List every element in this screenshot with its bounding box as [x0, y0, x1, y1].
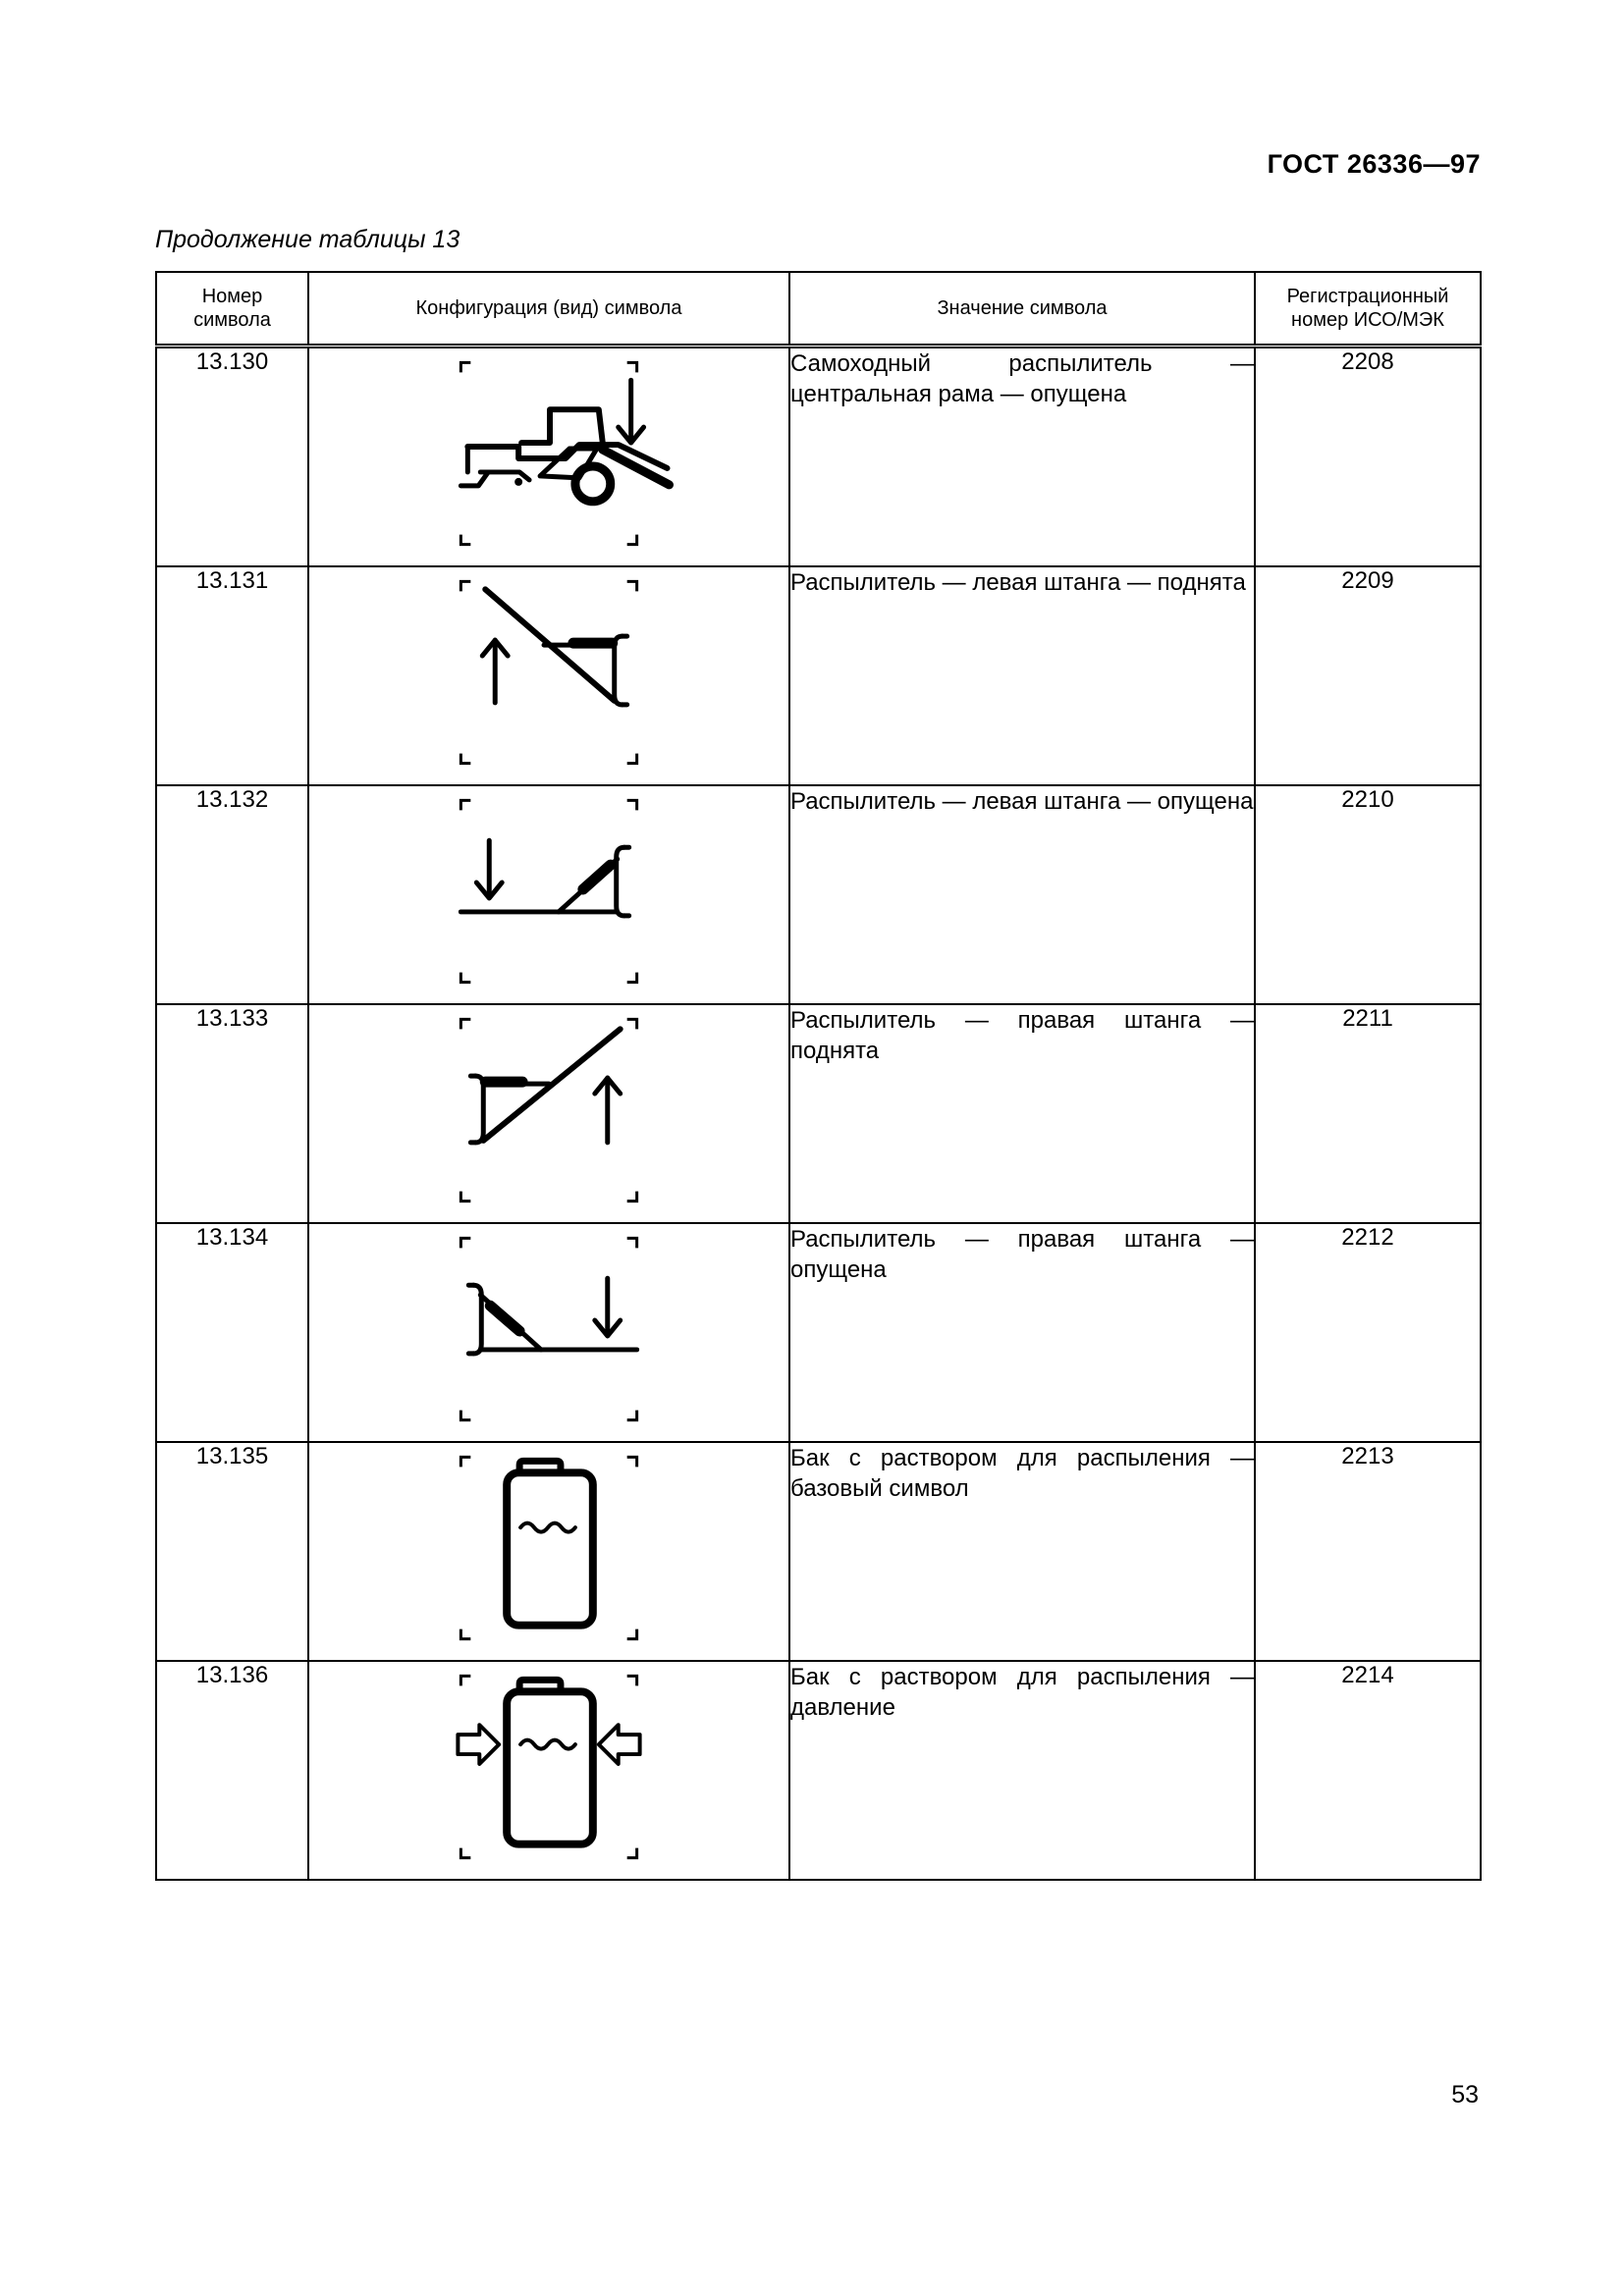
- column-header-registration: Регистрационный номер ИСО/МЭК: [1255, 272, 1481, 347]
- table-row: [156, 1004, 1481, 1223]
- table-row: [156, 347, 1481, 567]
- table-caption: Продолжение таблицы 13: [155, 226, 460, 253]
- table-row: [156, 566, 1481, 785]
- registration-number: 2208: [1255, 347, 1481, 567]
- registration-number: 2210: [1255, 785, 1481, 1004]
- table-row: [156, 1661, 1481, 1880]
- sprayer-left-boom-lowered-icon: [309, 786, 788, 1003]
- symbol-number: 13.132: [156, 785, 308, 1004]
- symbol-number: 13.131: [156, 566, 308, 785]
- column-header-meaning: Значение символа: [789, 272, 1255, 347]
- document-code: ГОСТ 26336—97: [1267, 149, 1481, 179]
- symbol-meaning: Распылитель — левая штанга — опущена: [789, 785, 1255, 1004]
- symbol-meaning: Бак с раствором для распыления — давление: [789, 1661, 1255, 1880]
- registration-number: 2212: [1255, 1223, 1481, 1442]
- registration-number: 2209: [1255, 566, 1481, 785]
- symbol-figure: [308, 1004, 789, 1223]
- symbol-figure: [308, 1442, 789, 1661]
- symbol-number: 13.134: [156, 1223, 308, 1442]
- spray-tank-basic-icon: [309, 1443, 788, 1660]
- self-propelled-sprayer-center-frame-lowered-icon: [309, 348, 788, 565]
- column-header-configuration: Конфигурация (вид) символа: [308, 272, 789, 347]
- table-row: [156, 785, 1481, 1004]
- symbol-number: 13.130: [156, 347, 308, 567]
- symbol-figure: [308, 1661, 789, 1880]
- spray-tank-pressure-icon: [309, 1662, 788, 1879]
- sprayer-left-boom-raised-icon: [309, 567, 788, 784]
- symbol-number: 13.133: [156, 1004, 308, 1223]
- table-row: [156, 1223, 1481, 1442]
- registration-number: 2211: [1255, 1004, 1481, 1223]
- registration-number: 2214: [1255, 1661, 1481, 1880]
- symbol-figure: [308, 566, 789, 785]
- table-row: [156, 1442, 1481, 1661]
- symbol-meaning: Распылитель — правая штанга — поднята: [789, 1004, 1255, 1223]
- symbol-meaning: Самоходный распылитель — центральная рама — опущена: [789, 347, 1255, 567]
- symbol-meaning: Распылитель — левая штанга — поднята: [789, 566, 1255, 785]
- symbol-figure: [308, 785, 789, 1004]
- symbol-number: 13.136: [156, 1661, 308, 1880]
- page-number: 53: [1451, 2081, 1479, 2109]
- sprayer-right-boom-raised-icon: [309, 1005, 788, 1222]
- table-header-row: [156, 272, 1481, 347]
- sprayer-right-boom-lowered-icon: [309, 1224, 788, 1441]
- symbol-meaning: Бак с раствором для распыления — базовый символ: [789, 1442, 1255, 1661]
- symbol-number: 13.135: [156, 1442, 308, 1661]
- registration-number: 2213: [1255, 1442, 1481, 1661]
- column-header-number: Номер символа: [156, 272, 308, 347]
- symbol-figure: [308, 347, 789, 567]
- symbol-meaning: Распылитель — правая штанга — опущена: [789, 1223, 1255, 1442]
- symbol-figure: [308, 1223, 789, 1442]
- symbols-table: [155, 271, 1482, 1881]
